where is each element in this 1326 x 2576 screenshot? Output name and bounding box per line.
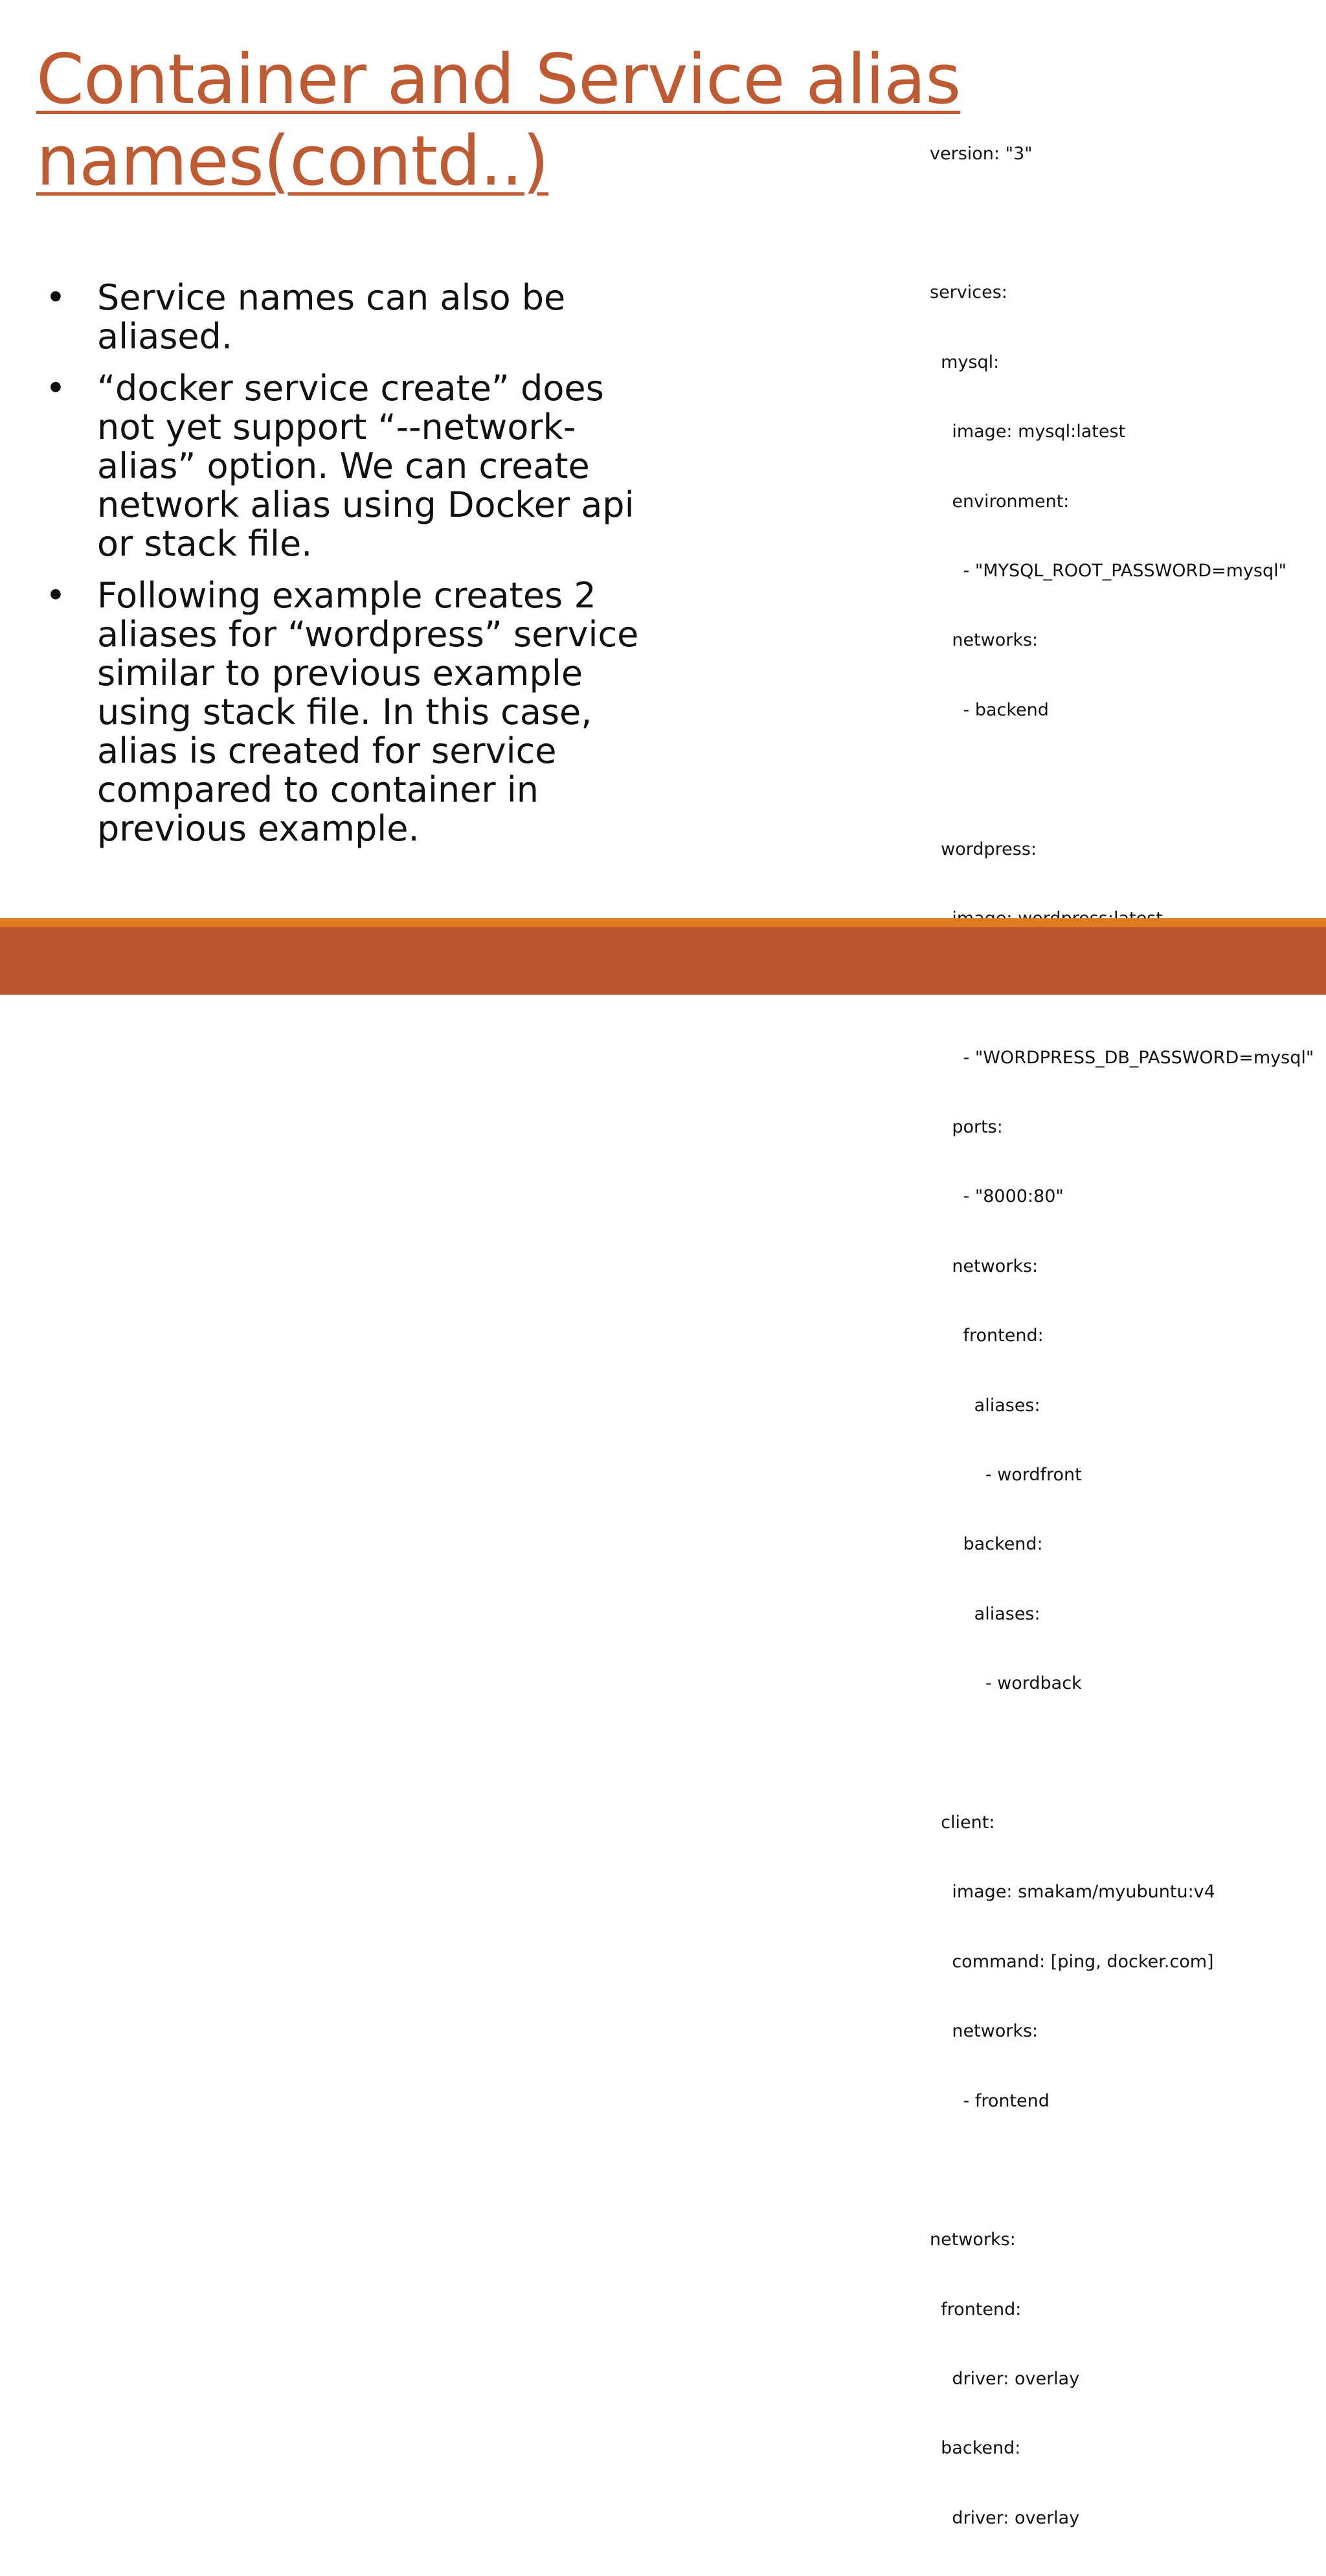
bullet-list — [45, 278, 667, 861]
code-line: mysql: — [930, 352, 1000, 372]
code-line: version: "3" — [930, 143, 1033, 164]
code-line: frontend: — [930, 2299, 1022, 2320]
code-line: ports: — [930, 1117, 1003, 1138]
code-line: services: — [930, 282, 1007, 303]
code-line: - "WORDPRESS_DB_PASSWORD=mysql" — [930, 1047, 1314, 1068]
code-line — [930, 212, 1314, 235]
code-line: environment: — [930, 491, 1070, 512]
code-line: wordpress: — [930, 839, 1037, 859]
code-line: - backend — [930, 699, 1049, 720]
code-line: networks: — [930, 2230, 1016, 2250]
code-line: aliases: — [930, 1603, 1040, 1624]
code-line: - wordback — [930, 1673, 1082, 1694]
code-line: driver: overlay — [930, 2507, 1080, 2528]
code-line: image: smakam/myubuntu:v4 — [930, 1882, 1215, 1903]
code-line: - wordfront — [930, 1465, 1082, 1486]
bullet-icon: • — [45, 368, 66, 409]
code-line: - frontend — [930, 2090, 1050, 2111]
bullet-item — [45, 278, 667, 356]
bullet-icon: • — [45, 575, 66, 616]
slide-title — [36, 39, 961, 202]
bullet-item — [45, 369, 667, 563]
bullet-icon: • — [45, 277, 66, 318]
slide-title-line-2: names(contd..) — [36, 121, 549, 201]
code-line: frontend: — [930, 1326, 1044, 1346]
code-line: backend: — [930, 1534, 1043, 1555]
slide-title-line-1: Container and Service alias — [36, 40, 961, 119]
code-line: - "8000:80" — [930, 1186, 1064, 1207]
bullet-item — [45, 576, 667, 848]
code-line — [930, 768, 1314, 791]
code-line: command: [ping, docker.com] — [930, 1951, 1214, 1972]
bullet-text: Following example creates 2 aliases for “wordpress” service similar to previous example using stack file. In this case, alias is created for service compared to container in previous example. — [97, 575, 639, 849]
bullet-text: “docker service create” does not yet support “--network-alias” option. We can create network alias using Docker api or stack file. — [97, 368, 635, 564]
code-line: networks: — [930, 630, 1039, 651]
code-line: backend: — [930, 2438, 1021, 2459]
code-line: driver: overlay — [930, 2369, 1080, 2390]
code-line: image: mysql:latest — [930, 422, 1126, 442]
code-line: - "MYSQL_ROOT_PASSWORD=mysql" — [930, 560, 1287, 581]
bullet-text: Service names can also be aliased. — [97, 277, 566, 357]
code-line: networks: — [930, 2021, 1039, 2042]
code-line — [930, 1742, 1314, 1765]
compose-file-code — [930, 96, 1314, 2576]
code-line — [930, 2159, 1314, 2182]
footer-accent-stripe — [0, 918, 1326, 927]
code-line: client: — [930, 1812, 995, 1833]
footer-band — [0, 927, 1326, 995]
code-line: aliases: — [930, 1395, 1040, 1416]
code-line: networks: — [930, 1256, 1039, 1276]
